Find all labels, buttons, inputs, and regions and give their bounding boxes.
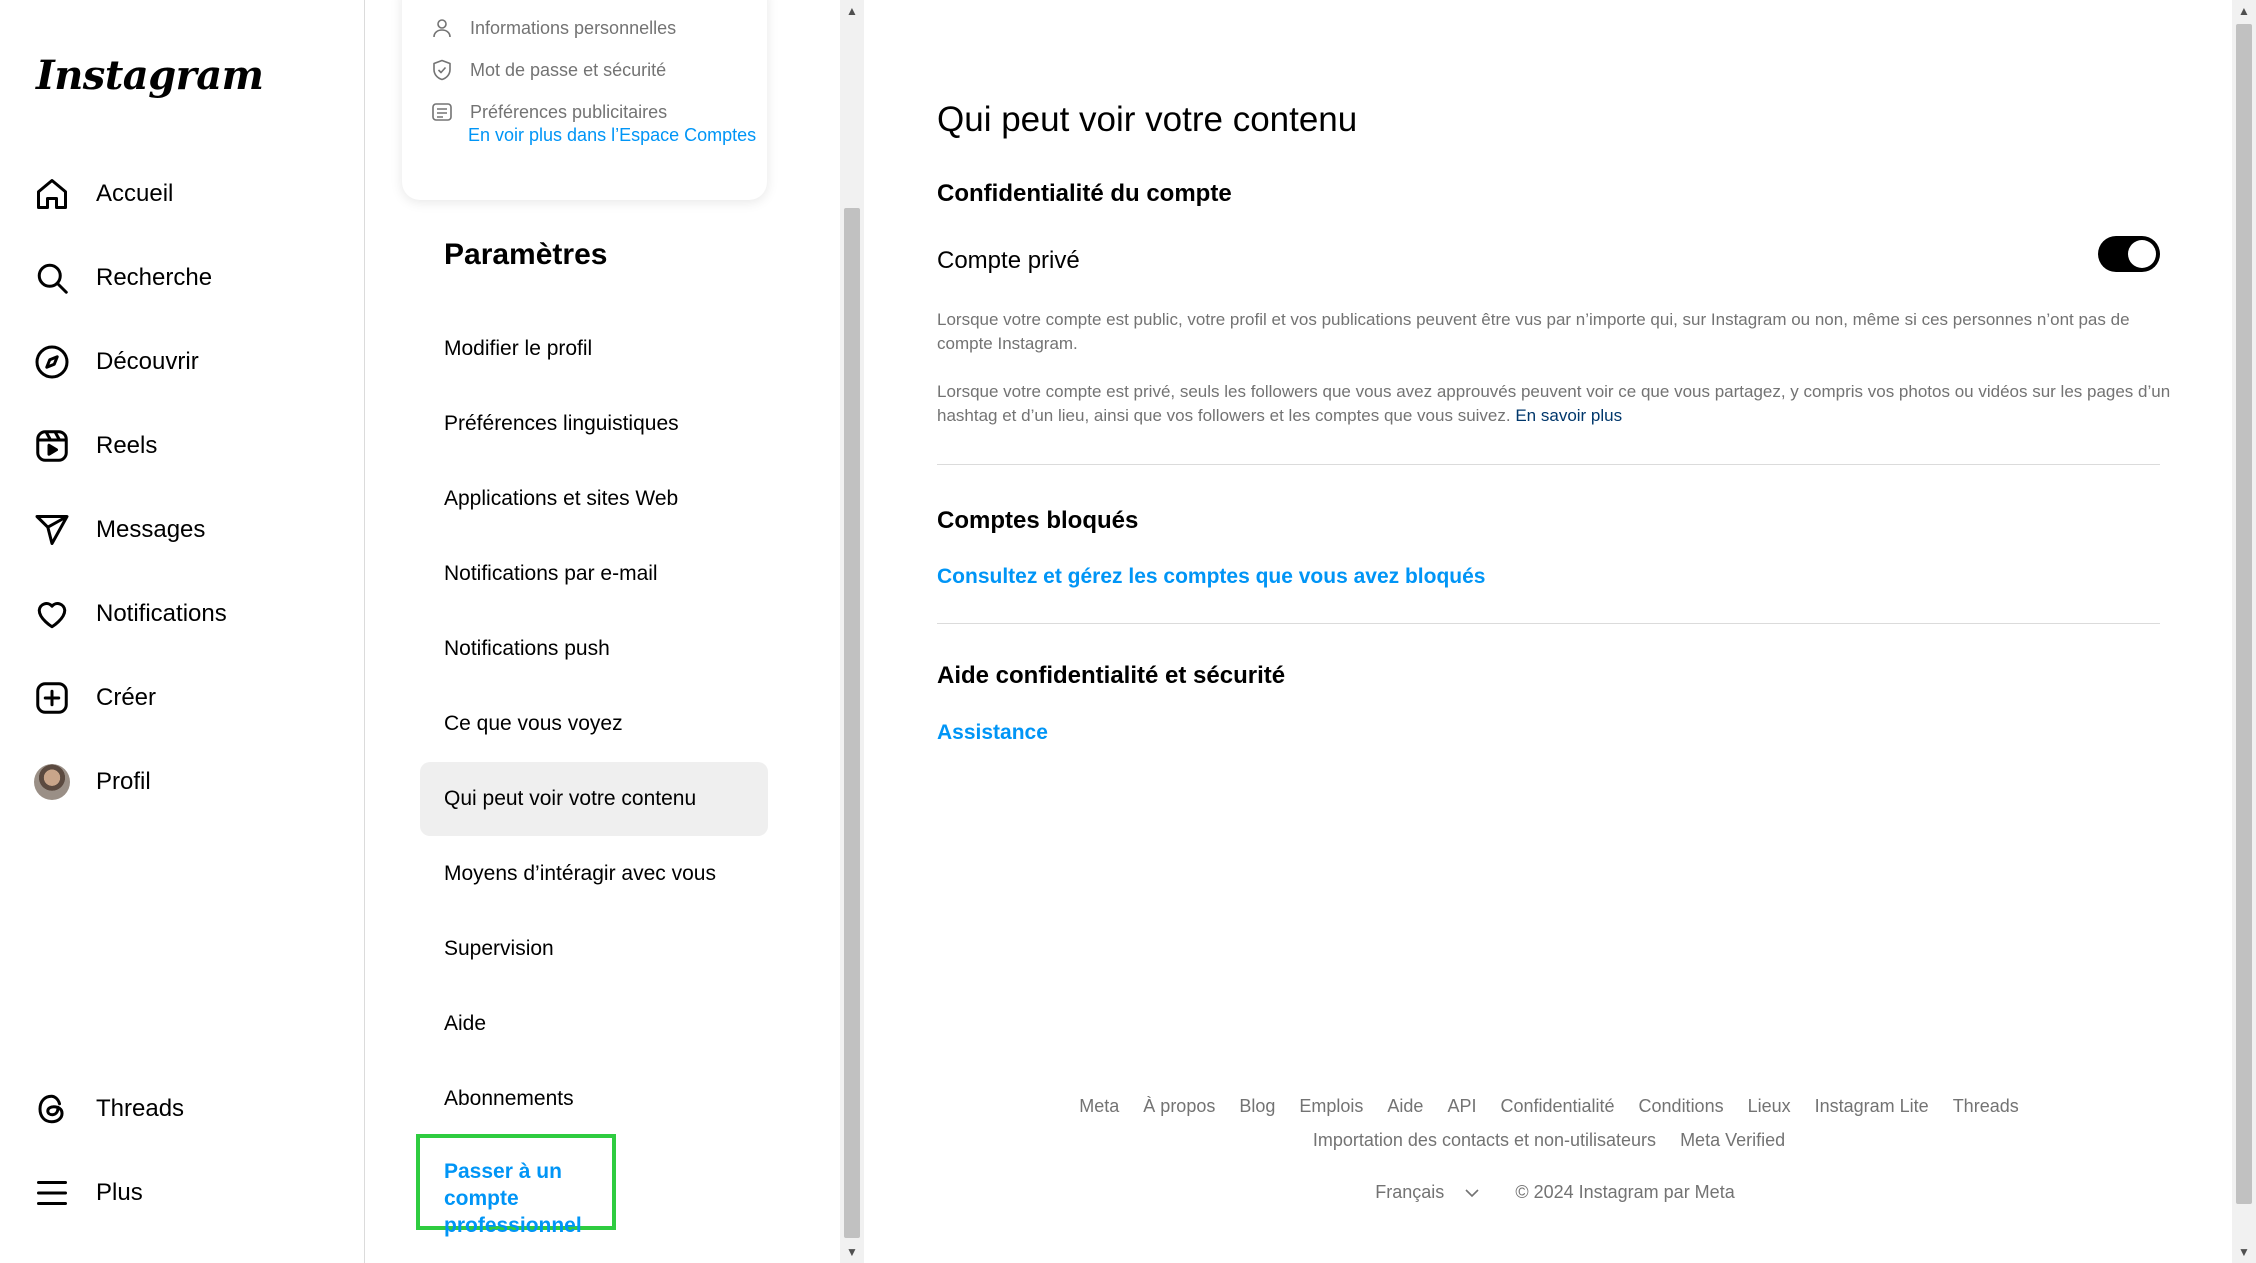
settings-item-what-you-see[interactable]: Ce que vous voyez: [444, 712, 623, 735]
accounts-item-personal-info[interactable]: [430, 13, 676, 43]
footer-link[interactable]: À propos: [1143, 1096, 1216, 1116]
footer-link[interactable]: API: [1447, 1096, 1477, 1116]
nav-label: Messages: [96, 516, 206, 543]
copyright-text: © 2024 Instagram par Meta: [1515, 1182, 1735, 1202]
settings-item-edit-profile[interactable]: Modifier le profil: [444, 337, 593, 360]
assistance-link[interactable]: Assistance: [937, 721, 1048, 744]
page-title: Qui peut voir votre contenu: [937, 100, 1358, 139]
settings-item-email-notifications[interactable]: Notifications par e-mail: [444, 562, 658, 585]
ad-icon: [430, 100, 454, 124]
private-account-label: Compte privé: [937, 247, 1080, 274]
heart-icon: [24, 586, 80, 642]
settings-item-push-notifications[interactable]: Notifications push: [444, 637, 610, 660]
switch-to-professional-link[interactable]: Passer à un compte professionnel: [416, 1134, 616, 1230]
nav-item-threads[interactable]: [24, 1073, 344, 1145]
accounts-item-password-security[interactable]: [430, 55, 666, 85]
avatar: [34, 764, 70, 800]
settings-item-supervision[interactable]: Supervision: [444, 937, 554, 960]
nav-label: Accueil: [96, 180, 174, 207]
nav-item-explore[interactable]: [24, 326, 344, 398]
footer-link[interactable]: Lieux: [1747, 1096, 1791, 1116]
settings-item-who-can-see[interactable]: Qui peut voir votre contenu: [420, 762, 768, 836]
search-icon: [24, 250, 80, 306]
settings-column: [366, 0, 840, 1263]
nav-label: Threads: [96, 1095, 185, 1122]
footer-links-row2: [866, 1130, 2232, 1151]
nav-label: Notifications: [96, 600, 227, 627]
nav-item-more[interactable]: [24, 1157, 344, 1229]
settings-item-subscriptions[interactable]: Abonnements: [444, 1087, 574, 1110]
settings-title: Paramètres: [444, 238, 608, 271]
footer-links-row1: [866, 1096, 2232, 1117]
settings-item-interactions[interactable]: Moyens d’intéragir avec vous: [444, 862, 716, 885]
toggle-knob: [2128, 240, 2156, 268]
settings-item-help[interactable]: Aide: [444, 1012, 487, 1035]
menu-icon: [24, 1165, 80, 1221]
scrollbar-thumb[interactable]: [844, 208, 860, 1238]
scrollbar-thumb[interactable]: [2236, 24, 2252, 1204]
nav-item-reels[interactable]: [24, 410, 344, 482]
divider: [937, 623, 2160, 624]
section-heading-privacy: Confidentialité du compte: [937, 180, 1232, 207]
accounts-item-ad-preferences[interactable]: [430, 97, 667, 127]
sidebar-nav: [0, 0, 365, 1263]
footer-link[interactable]: Aide: [1387, 1096, 1424, 1116]
section-heading-blocked: Comptes bloqués: [937, 507, 1139, 534]
footer-link[interactable]: Blog: [1239, 1096, 1276, 1116]
scroll-up-arrow-icon[interactable]: ▲: [846, 4, 858, 18]
send-icon: [24, 502, 80, 558]
blocked-accounts-link[interactable]: Consultez et gérez les comptes que vous avez bloqués: [937, 565, 1486, 588]
accounts-center-card: [402, 0, 767, 200]
threads-icon: [24, 1081, 80, 1137]
divider: [937, 464, 2160, 465]
compass-icon: [24, 334, 80, 390]
nav-label: Recherche: [96, 264, 213, 291]
learn-more-link[interactable]: En savoir plus: [1515, 406, 1623, 425]
person-icon: [430, 16, 454, 40]
main-content: [866, 0, 2232, 1263]
section-heading-help: Aide confidentialité et sécurité: [937, 662, 1286, 689]
nav-item-home[interactable]: [24, 158, 344, 230]
language-label: Français: [1375, 1182, 1445, 1202]
nav-label: Profil: [96, 768, 151, 795]
accounts-item-label: Informations personnelles: [470, 17, 677, 38]
scroll-up-arrow-icon[interactable]: ▲: [2238, 4, 2250, 18]
settings-item-apps-websites[interactable]: Applications et sites Web: [444, 487, 679, 510]
nav-item-create[interactable]: [24, 662, 344, 734]
accounts-center-link[interactable]: En voir plus dans l’Espace Comptes: [468, 125, 757, 145]
footer-bottom-row: [866, 1182, 2232, 1203]
page-scrollbar[interactable]: [2232, 0, 2256, 1263]
reels-icon: [24, 418, 80, 474]
shield-icon: [430, 58, 454, 82]
settings-scrollbar[interactable]: [840, 0, 864, 1263]
nav-label: Découvrir: [96, 348, 199, 375]
nav-label: Plus: [96, 1179, 143, 1206]
privacy-private-text: Lorsque votre compte est privé, seuls les followers que vous avez approuvés peuvent voir ce que vous partagez, y compris vos photos ou vidéos sur les pages d’un hashtag et d’un lieu, ainsi que vos followers et les comptes que vous suivez.: [937, 382, 2171, 425]
nav-item-notifications[interactable]: [24, 578, 344, 650]
private-account-toggle[interactable]: [2098, 236, 2160, 272]
footer-link[interactable]: Conditions: [1638, 1096, 1724, 1116]
instagram-logo[interactable]: Instagram: [36, 52, 264, 99]
chevron-down-icon: [1465, 1182, 1479, 1203]
footer-link[interactable]: Meta: [1079, 1096, 1120, 1116]
privacy-private-description: [937, 380, 2172, 428]
accounts-item-label: Mot de passe et sécurité: [470, 59, 667, 80]
privacy-public-description: Lorsque votre compte est public, votre profil et vos publications peuvent être vus par n’importe qui, sur Instagram ou non, même si ces personnes n’ont pas de compte Instagram.: [937, 310, 2130, 353]
footer-link[interactable]: Meta Verified: [1680, 1130, 1786, 1150]
scroll-down-arrow-icon[interactable]: ▼: [2238, 1245, 2250, 1259]
nav-label: Reels: [96, 432, 158, 459]
nav-item-search[interactable]: [24, 242, 344, 314]
footer-link[interactable]: Confidentialité: [1500, 1096, 1615, 1116]
nav-item-profile[interactable]: [24, 746, 344, 818]
footer-link[interactable]: Instagram Lite: [1814, 1096, 1929, 1116]
footer-link[interactable]: Importation des contacts et non-utilisateurs: [1312, 1130, 1657, 1150]
home-icon: [24, 166, 80, 222]
footer-link[interactable]: Threads: [1952, 1096, 2019, 1116]
footer-link[interactable]: Emplois: [1299, 1096, 1364, 1116]
scroll-down-arrow-icon[interactable]: ▼: [846, 1245, 858, 1259]
accounts-item-label: Préférences publicitaires: [470, 101, 668, 122]
avatar-wrapper: [24, 754, 80, 810]
nav-label: Créer: [96, 684, 157, 711]
nav-item-messages[interactable]: [24, 494, 344, 566]
settings-item-language[interactable]: Préférences linguistiques: [444, 412, 679, 435]
language-selector[interactable]: [1363, 1182, 1491, 1203]
plus-square-icon: [24, 670, 80, 726]
